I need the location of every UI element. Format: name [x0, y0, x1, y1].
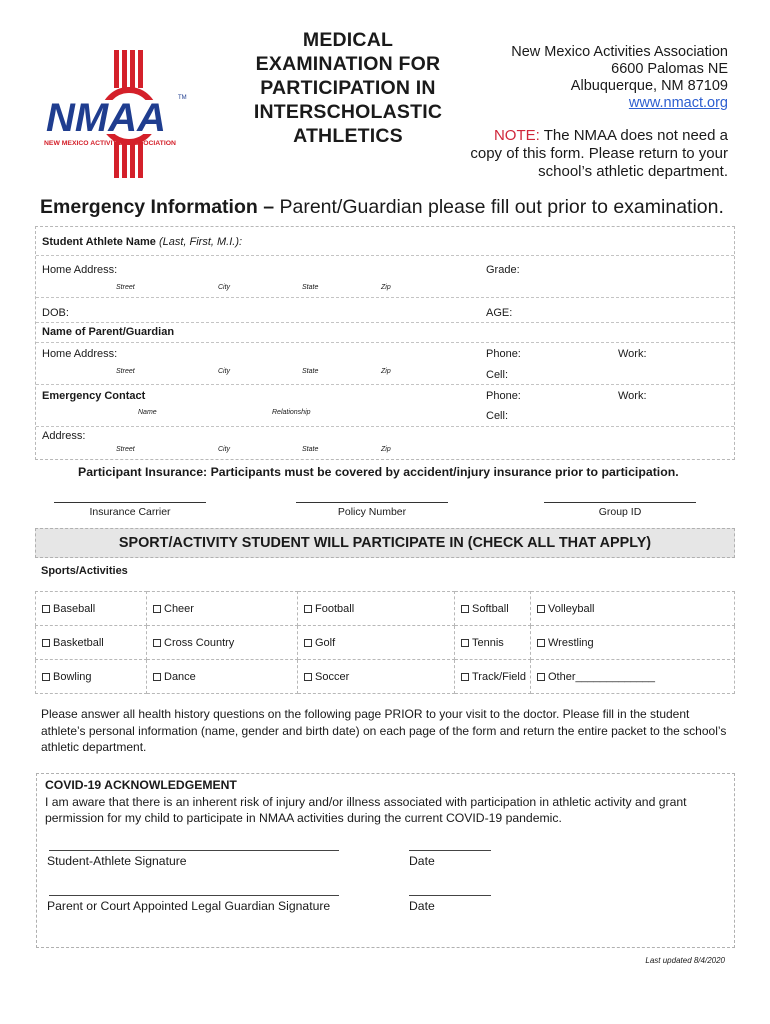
sport-label: Basketball: [53, 636, 104, 649]
sport-option[interactable]: [147, 660, 298, 694]
sports-grid: [35, 591, 735, 694]
checkbox[interactable]: [537, 673, 545, 681]
sport-label: Volleyball: [548, 602, 595, 615]
nmaa-logo: [38, 46, 208, 181]
group-id-field[interactable]: Group ID: [544, 502, 696, 518]
checkbox[interactable]: [537, 605, 545, 613]
checkbox[interactable]: [42, 639, 50, 647]
student-date-line[interactable]: [409, 850, 491, 851]
last-updated: Last updated 8/4/2020: [645, 956, 725, 965]
sport-option[interactable]: [147, 592, 298, 626]
sport-option[interactable]: [298, 592, 455, 626]
sport-option[interactable]: [455, 592, 531, 626]
sport-label: Bowling: [53, 670, 92, 683]
checkbox[interactable]: [153, 605, 161, 613]
instructions: Please answer all health history questions on the following page PRIOR to your visit to the doctor. Please fill in the student athlete’s personal information (name, gender and birth date) on each page of the form and return the entire packet to the school’s athletic department.: [41, 707, 727, 754]
sport-option[interactable]: [36, 660, 147, 694]
sport-option[interactable]: [147, 626, 298, 660]
note: NOTE: The NMAA does not need a copy of this form. Please return to your school’s athletic department.: [470, 127, 728, 180]
sport-label: Other_____________: [548, 670, 656, 683]
checkbox[interactable]: [461, 673, 469, 681]
sport-option[interactable]: [531, 592, 735, 626]
sport-label: Wrestling: [548, 636, 594, 649]
sports-row: [36, 592, 735, 626]
sport-label: Football: [315, 602, 355, 615]
sport-option[interactable]: [298, 660, 455, 694]
association-address: New Mexico Activities Association 6600 Palomas NE Albuquerque, NM 87109 www.nmact.org: [511, 44, 728, 111]
sport-label: Track/Field: [472, 670, 526, 683]
sport-label: Soccer: [315, 670, 350, 683]
checkbox[interactable]: [153, 673, 161, 681]
sports-label: Sports/Activities: [41, 565, 128, 577]
sports-row: [36, 660, 735, 694]
sport-label: Tennis: [472, 636, 504, 649]
sport-option[interactable]: [455, 626, 531, 660]
sport-option[interactable]: [531, 626, 735, 660]
sport-label: Golf: [315, 636, 336, 649]
checkbox[interactable]: [304, 639, 312, 647]
sport-section-header: SPORT/ACTIVITY STUDENT WILL PARTICIPATE IN (CHECK ALL THAT APPLY): [35, 528, 735, 558]
checkbox[interactable]: [461, 639, 469, 647]
student-name-label: Student Athlete Name (Last, First, M.I.):: [42, 236, 243, 248]
logo-letters: NMAA: [46, 96, 166, 140]
sport-label: Baseball: [53, 602, 96, 615]
sport-option[interactable]: [531, 660, 735, 694]
sport-option[interactable]: [36, 592, 147, 626]
checkbox[interactable]: [304, 605, 312, 613]
website-link[interactable]: www.nmact.org: [628, 95, 728, 111]
logo-caption: NEW MEXICO ACTIVITIES ASSOCIATION: [44, 140, 176, 147]
covid-acknowledgement: COVID-19 ACKNOWLEDGEMENT I am aware that there is an inherent risk of injury and/or illness associated with participation in athletic activity and grant permission for my child to participate in NMAA activities during the current COVID-19 pandemic. Student-Athlete Signature Date Parent or Court Appointed Legal Guardian Signature Date: [36, 773, 735, 948]
insurance-title: Participant Insurance: Participants must be covered by accident/injury insurance prior to participation.: [78, 465, 679, 479]
parent-signature-line[interactable]: [49, 895, 339, 896]
form-title: MEDICAL EXAMINATION FOR PARTICIPATION IN INTERSCHOLASTIC ATHLETICS: [253, 29, 443, 147]
emergency-info-box: Student Athlete Name (Last, First, M.I.): Home Address: Grade: Street City State Zip DOB: AGE: Name of Parent/Guardian Home Address: Phone: Work: Street City State Zip Cell: Emergency Contact Phone: Work: Name Relationship Cell: Address: Street City State Zip: [35, 226, 735, 460]
sport-label: Cross Country: [164, 636, 235, 649]
checkbox[interactable]: [304, 673, 312, 681]
svg-text:TM: TM: [178, 95, 187, 101]
sport-option[interactable]: [36, 626, 147, 660]
sports-row: [36, 626, 735, 660]
policy-number-field[interactable]: Policy Number: [296, 502, 448, 518]
sport-label: Dance: [164, 670, 196, 683]
checkbox[interactable]: [42, 605, 50, 613]
insurance-carrier-field[interactable]: Insurance Carrier: [54, 502, 206, 518]
sport-option[interactable]: [455, 660, 531, 694]
checkbox[interactable]: [461, 605, 469, 613]
student-signature-line[interactable]: [49, 850, 339, 851]
sport-option[interactable]: [298, 626, 455, 660]
sport-label: Softball: [472, 602, 509, 615]
parent-date-line[interactable]: [409, 895, 491, 896]
sport-label: Cheer: [164, 602, 194, 615]
checkbox[interactable]: [42, 673, 50, 681]
checkbox[interactable]: [153, 639, 161, 647]
emergency-heading: Emergency Information – Parent/Guardian please fill out prior to examination.: [40, 196, 724, 218]
checkbox[interactable]: [537, 639, 545, 647]
